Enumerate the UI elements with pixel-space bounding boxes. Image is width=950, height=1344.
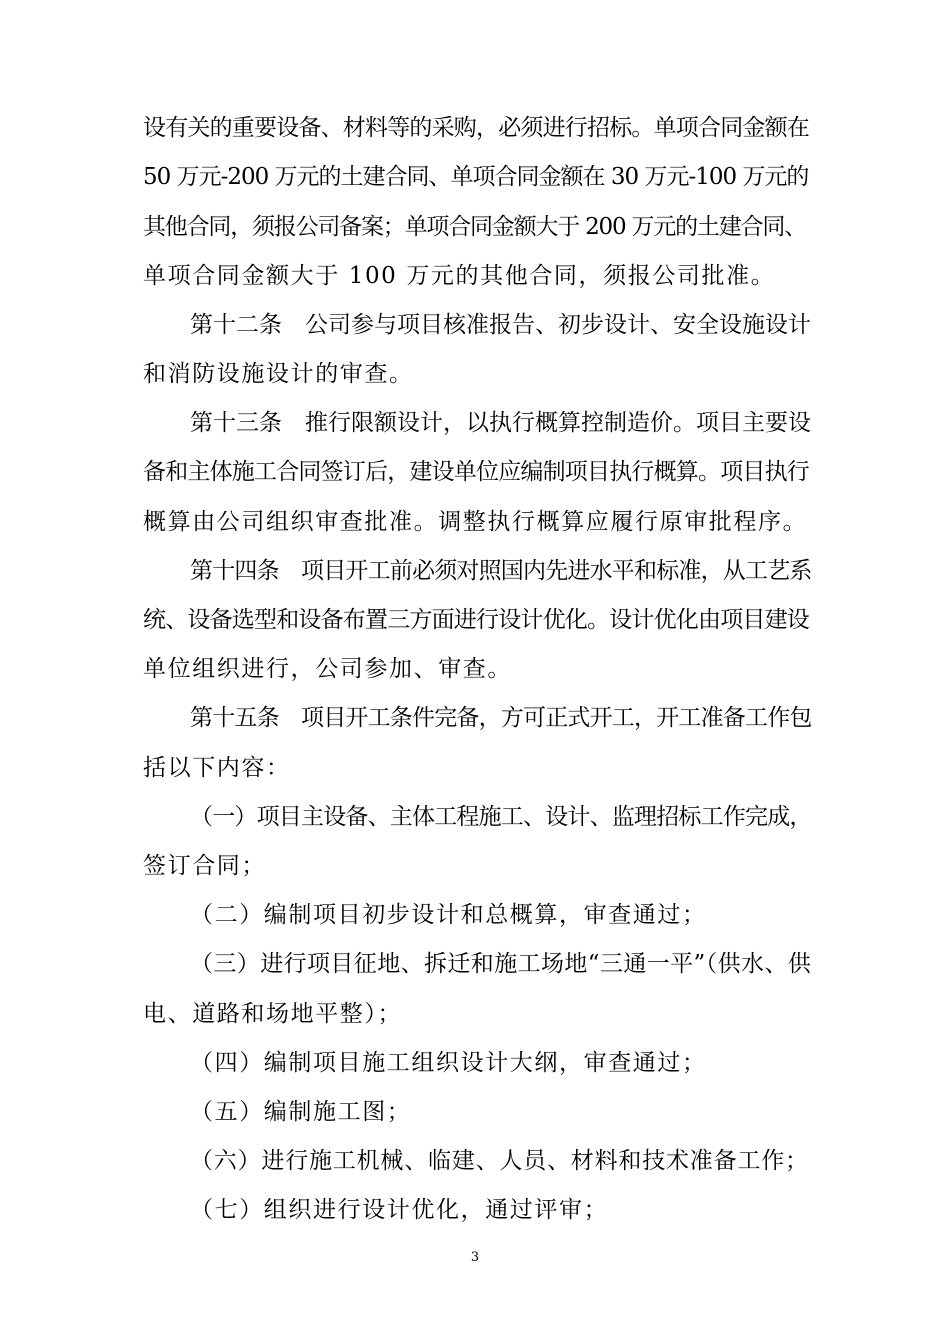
text-line-15: （一）项目主设备、主体工程施工、设计、监理招标工作完成， [190,804,812,830]
text-line-4: 单项合同金额大于 100 万元的其他合同，须报公司批准。 [143,263,776,289]
text-line-8: 备和主体施工合同签订后，建设单位应编制项目执行概算。项目执行 [143,459,810,485]
text-line-2: 50 万元-200 万元的土建合同、单项合同金额在 30 万元-100 万元的 [143,164,809,190]
text-line-9: 概算由公司组织审查批准。调整执行概算应履行原审批程序。 [143,509,808,535]
text-line-19: 电、道路和场地平整）； [143,1001,403,1027]
text-line-12: 单位组织进行，公司参加、审查。 [143,656,512,682]
text-line-14: 括以下内容： [143,755,291,781]
text-line-3: 其他合同，须报公司备案；单项合同金额大于 200 万元的土建合同、 [143,214,806,240]
page-number: 3 [470,1250,480,1265]
text-line-21: （五）编制施工图； [190,1099,412,1125]
text-line-11: 统、设备选型和设备布置三方面进行设计优化。设计优化由项目建设 [143,607,810,633]
text-line-7: 第十三条 推行限额设计，以执行概算控制造价。项目主要设 [190,410,811,436]
text-line-5: 第十二条 公司参与项目核准报告、初步设计、安全设施设计 [190,312,811,338]
text-line-10: 第十四条 项目开工前必须对照国内先进水平和标准，从工艺系 [190,558,812,584]
text-line-1: 设有关的重要设备、材料等的采购，必须进行招标。单项合同金额在 [143,115,810,141]
text-line-17: （二）编制项目初步设计和总概算，审查通过； [190,902,707,928]
text-line-16: 签订合同； [143,853,266,879]
text-line-22: （六）进行施工机械、临建、人员、材料和技术准备工作； [190,1148,809,1174]
text-line-20: （四）编制项目施工组织设计大纲，审查通过； [190,1050,707,1076]
text-line-18: （三）进行项目征地、拆迁和施工场地“三通一平”（供水、供 [190,951,812,977]
text-line-23: （七）组织进行设计优化，通过评审； [190,1197,609,1223]
text-line-6: 和消防设施设计的审查。 [143,361,414,387]
text-line-13: 第十五条 项目开工条件完备，方可正式开工，开工准备工作包 [190,705,812,731]
